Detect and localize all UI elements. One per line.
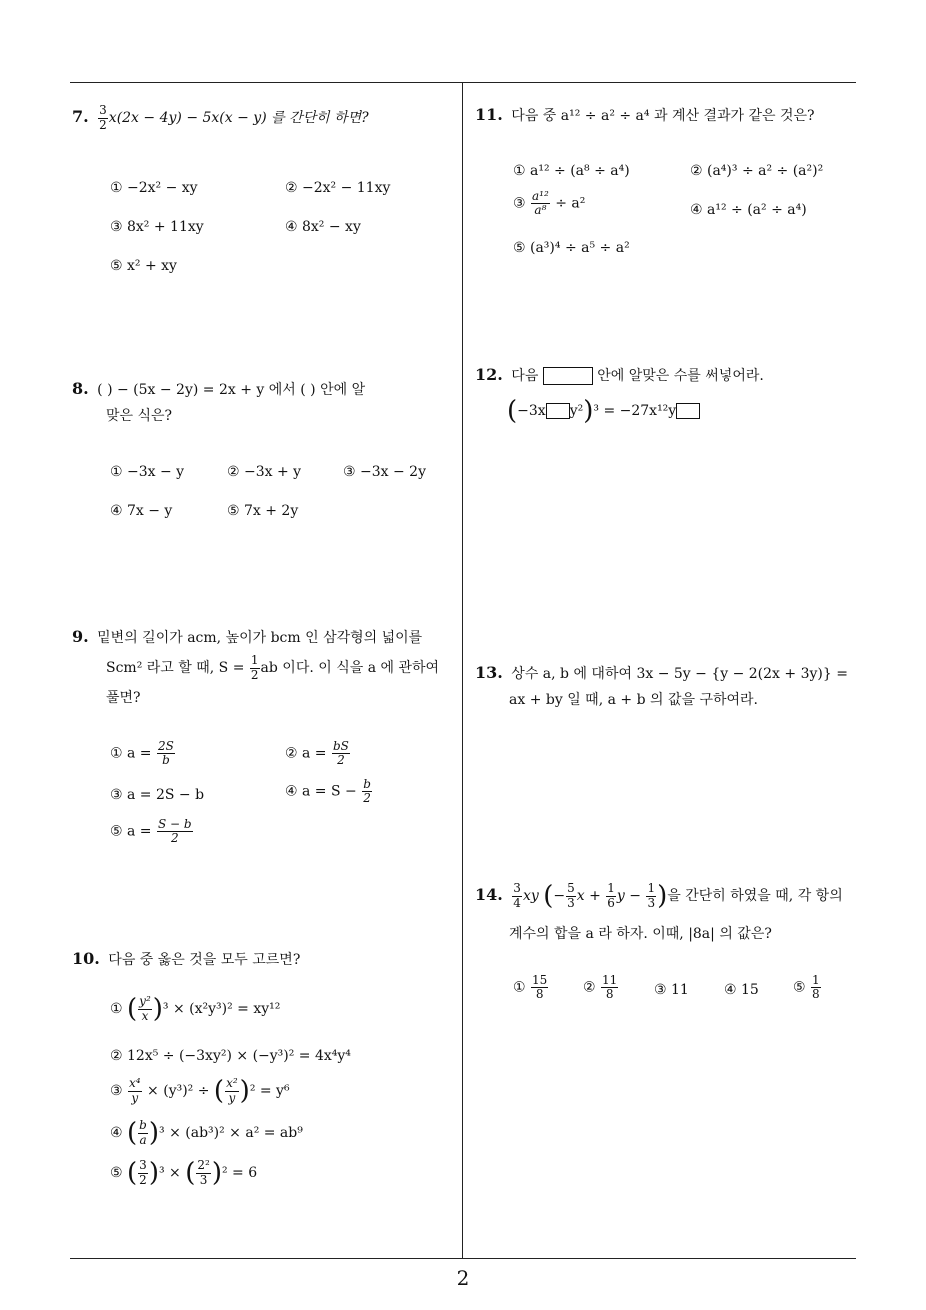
question-8 <box>72 376 457 429</box>
question-text-line3: 풀면? <box>106 690 141 706</box>
question-number: 9. <box>72 627 89 646</box>
question-number: 14. <box>475 885 503 904</box>
answer-box[interactable] <box>546 403 570 419</box>
option-1[interactable]: ① ( $\frac{\text{y²}}{x}$ )³ × (x²y³)² = xy¹² <box>110 994 281 1024</box>
option-4[interactable]: ④ 8x² − xy <box>285 219 361 235</box>
question-text: 다음 <box>511 368 539 384</box>
question-text: 상수 a, b 에 대하여 3x − 5y − {y − 2(2x + 3y)} = <box>511 666 848 682</box>
option-3[interactable]: ③ −3x − 2y <box>343 464 426 480</box>
question-text-continued: ax + by 일 때, a + b 의 값을 구하여라. <box>509 692 759 708</box>
top-rule <box>70 82 856 83</box>
option-2[interactable]: ② a = $\frac{bS}{2}$ <box>285 739 349 768</box>
option-3[interactable]: ③ $\frac{\text{a¹²}}{\text{a⁸}}$ ÷ a² <box>513 189 586 218</box>
question-text-continued: 계수의 합을 a 라 하자. 이때, |8a| 의 값은? <box>509 926 772 942</box>
option-2[interactable]: ② −3x + y <box>227 464 302 480</box>
option-2[interactable]: ② 12x⁵ ÷ (−3xy²) × (−y³)² = 4x⁴y⁴ <box>110 1048 351 1064</box>
question-number: 10. <box>72 949 100 968</box>
option-1[interactable]: ① a = $\frac{2S}{b}$ <box>110 739 174 768</box>
option-5[interactable]: ⑤ x² + xy <box>110 258 177 274</box>
question-number: 13. <box>475 663 503 682</box>
question-text: 밑변의 길이가 acm, 높이가 bcm 인 삼각형의 넓이를 <box>97 630 423 646</box>
option-4[interactable]: ④ a = S − $\frac{b}{2}$ <box>285 777 371 806</box>
option-3[interactable]: ③ 11 <box>654 982 689 998</box>
question-number: 12. <box>475 365 503 384</box>
option-3[interactable]: ③ $\frac{\text{x⁴}}{y}$ × (y³)² ÷ ( $\frac{\text{x²}}{y}$ )² = y⁶ <box>110 1076 290 1106</box>
option-5[interactable]: ⑤ (a³)⁴ ÷ a⁵ ÷ a² <box>513 240 630 256</box>
option-1[interactable]: ① −2x² − xy <box>110 180 198 196</box>
question-12 <box>475 362 860 389</box>
option-5[interactable]: ⑤ ( $\frac{3}{2}$ )³ × ( $\frac{\text{2²}}{3}$ )² = 6 <box>110 1158 258 1188</box>
bottom-rule <box>70 1258 856 1259</box>
option-5[interactable]: ⑤ a = $\frac{S - b}{2}$ <box>110 817 192 846</box>
answer-box[interactable] <box>543 367 593 385</box>
option-1[interactable]: ① $\frac{15}{8}$ <box>513 973 548 1002</box>
answer-box[interactable] <box>676 403 700 419</box>
question-text: x(2x − 4y) − 5x(x − y) 를 간단히 하면? <box>108 110 369 126</box>
question-number: 11. <box>475 105 503 124</box>
question-12-expression: (−3x y²)³ = −27x¹²y <box>507 396 700 426</box>
option-2[interactable]: ② $\frac{11}{8}$ <box>583 973 618 1002</box>
question-text-continued: 맞은 식은? <box>106 408 173 424</box>
option-5[interactable]: ⑤ $\frac{1}{8}$ <box>793 973 820 1002</box>
option-5[interactable]: ⑤ 7x + 2y <box>227 503 299 519</box>
question-text-line2b: ab 이다. 이 식을 a 에 관하여 <box>260 660 440 676</box>
question-text: 다음 중 a¹² ÷ a² ÷ a⁴ 과 계산 결과가 같은 것은? <box>511 108 815 124</box>
question-10 <box>72 946 457 973</box>
option-3[interactable]: ③ a = 2S − b <box>110 787 205 803</box>
fraction: $\frac{3}{2}$ <box>99 103 107 132</box>
option-4[interactable]: ④ ( $\frac{b}{a}$ )³ × (ab³)² × a² = ab⁹ <box>110 1118 303 1148</box>
option-4[interactable]: ④ a¹² ÷ (a² ÷ a⁴) <box>690 202 807 218</box>
option-2[interactable]: ② (a⁴)³ ÷ a² ÷ (a²)² <box>690 163 824 179</box>
question-text-continued: 안에 알맞은 수를 써넣어라. <box>597 368 764 384</box>
question-14: 14. $\frac{3}{4}$ xy (− $\frac{5}{3}$ x + $\frac{1}{6}$ y − $\frac{1}{3}$ )을 간단히 하였을 때, 각 항의 계수의 합을 a 라 하자. 이때, |8a| 의 값은? <box>475 876 860 953</box>
question-text: ( ) − (5x − 2y) = 2x + y 에서 ( ) 안에 알 <box>97 382 366 398</box>
page-number: 2 <box>456 1266 470 1290</box>
column-divider <box>462 82 463 1259</box>
option-3[interactable]: ③ 8x² + 11xy <box>110 219 204 235</box>
question-9 <box>72 622 457 713</box>
option-4[interactable]: ④ 7x − y <box>110 503 173 519</box>
question-13 <box>475 660 860 713</box>
question-text: 다음 중 옳은 것을 모두 고르면? <box>108 952 301 968</box>
fraction: $\frac{1}{2}$ <box>250 653 259 682</box>
question-11 <box>475 102 860 129</box>
option-1[interactable]: ① a¹² ÷ (a⁸ ÷ a⁴) <box>513 163 630 179</box>
option-2[interactable]: ② −2x² − 11xy <box>285 180 391 196</box>
option-4[interactable]: ④ 15 <box>724 982 759 998</box>
option-1[interactable]: ① −3x − y <box>110 464 185 480</box>
question-number: 8. <box>72 379 89 398</box>
question-7 <box>72 104 457 132</box>
question-text-line2a: Scm² 라고 할 때, S = <box>106 660 245 676</box>
question-number: 7. <box>72 107 89 126</box>
